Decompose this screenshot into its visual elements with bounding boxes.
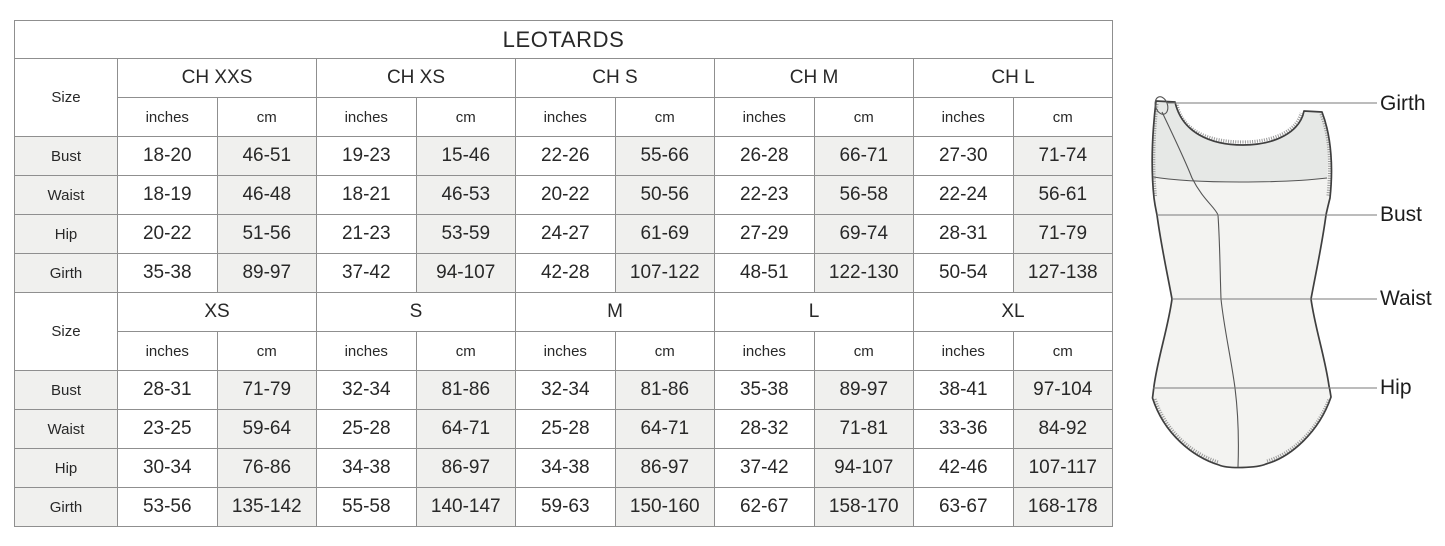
measure-value: 84-92 <box>1013 410 1113 449</box>
size-corner-label: Size <box>15 59 118 137</box>
measure-value: 94-107 <box>814 449 914 488</box>
measure-value: 18-21 <box>317 176 417 215</box>
measure-value: 107-122 <box>615 254 715 293</box>
unit-header: cm <box>1013 332 1113 371</box>
measure-value: 150-160 <box>615 488 715 527</box>
measure-value: 86-97 <box>615 449 715 488</box>
measure-value: 140-147 <box>416 488 516 527</box>
measure-row-label: Girth <box>15 254 118 293</box>
measure-value: 23-25 <box>118 410 218 449</box>
measure-value: 69-74 <box>814 215 914 254</box>
size-group-header: L <box>715 293 914 332</box>
size-group-header: XS <box>118 293 317 332</box>
measure-value: 59-64 <box>217 410 317 449</box>
measure-value: 20-22 <box>118 215 218 254</box>
measure-value: 50-54 <box>914 254 1014 293</box>
measure-value: 62-67 <box>715 488 815 527</box>
size-group-header: CH M <box>715 59 914 98</box>
size-group-header: CH XS <box>317 59 516 98</box>
unit-header: cm <box>615 332 715 371</box>
measure-value: 28-31 <box>118 371 218 410</box>
measure-value: 86-97 <box>416 449 516 488</box>
measure-value: 66-71 <box>814 137 914 176</box>
measure-value: 25-28 <box>317 410 417 449</box>
measure-value: 42-46 <box>914 449 1014 488</box>
measure-value: 53-56 <box>118 488 218 527</box>
measure-value: 27-29 <box>715 215 815 254</box>
measure-value: 34-38 <box>516 449 616 488</box>
measure-value: 122-130 <box>814 254 914 293</box>
measure-value: 63-67 <box>914 488 1014 527</box>
size-group-header: XL <box>914 293 1113 332</box>
unit-header: cm <box>1013 98 1113 137</box>
measure-value: 94-107 <box>416 254 516 293</box>
measure-row-label: Waist <box>15 176 118 215</box>
leotard-diagram <box>1125 60 1445 500</box>
measure-value: 26-28 <box>715 137 815 176</box>
measure-value: 46-53 <box>416 176 516 215</box>
measure-value: 22-26 <box>516 137 616 176</box>
measure-value: 55-58 <box>317 488 417 527</box>
measure-value: 71-79 <box>1013 215 1113 254</box>
diagram-label-waist: Waist <box>1380 287 1432 310</box>
unit-header: inches <box>317 98 417 137</box>
measure-row-label: Bust <box>15 371 118 410</box>
measure-value: 18-19 <box>118 176 218 215</box>
measure-value: 22-24 <box>914 176 1014 215</box>
unit-header: inches <box>715 98 815 137</box>
measure-value: 59-63 <box>516 488 616 527</box>
diagram-label-girth: Girth <box>1380 92 1426 115</box>
unit-header: cm <box>217 332 317 371</box>
measure-value: 48-51 <box>715 254 815 293</box>
size-group-header: CH L <box>914 59 1113 98</box>
measure-value: 28-32 <box>715 410 815 449</box>
leotards-size-table <box>14 20 1113 527</box>
measure-value: 25-28 <box>516 410 616 449</box>
measure-value: 64-71 <box>416 410 516 449</box>
measure-value: 61-69 <box>615 215 715 254</box>
unit-header: cm <box>217 98 317 137</box>
measure-value: 97-104 <box>1013 371 1113 410</box>
table-row <box>15 176 1113 215</box>
measure-value: 53-59 <box>416 215 516 254</box>
measure-row-label: Waist <box>15 410 118 449</box>
measure-value: 127-138 <box>1013 254 1113 293</box>
size-group-header: CH S <box>516 59 715 98</box>
size-group-header: M <box>516 293 715 332</box>
unit-header: inches <box>118 332 218 371</box>
unit-header: cm <box>416 98 516 137</box>
measure-value: 135-142 <box>217 488 317 527</box>
size-corner-label: Size <box>15 293 118 371</box>
measure-value: 107-117 <box>1013 449 1113 488</box>
measure-value: 24-27 <box>516 215 616 254</box>
measure-row-label: Hip <box>15 215 118 254</box>
measure-value: 55-66 <box>615 137 715 176</box>
unit-header: inches <box>118 98 218 137</box>
measure-value: 34-38 <box>317 449 417 488</box>
table-row <box>15 254 1113 293</box>
measure-value: 32-34 <box>516 371 616 410</box>
measure-value: 71-81 <box>814 410 914 449</box>
measure-value: 28-31 <box>914 215 1014 254</box>
measure-row-label: Hip <box>15 449 118 488</box>
measure-value: 81-86 <box>416 371 516 410</box>
measure-value: 38-41 <box>914 371 1014 410</box>
unit-header: inches <box>914 332 1014 371</box>
measure-value: 20-22 <box>516 176 616 215</box>
measure-value: 81-86 <box>615 371 715 410</box>
unit-header: inches <box>317 332 417 371</box>
measure-row-label: Bust <box>15 137 118 176</box>
measure-value: 18-20 <box>118 137 218 176</box>
unit-header: inches <box>516 332 616 371</box>
measure-value: 37-42 <box>317 254 417 293</box>
unit-header: cm <box>615 98 715 137</box>
measure-value: 22-23 <box>715 176 815 215</box>
measure-value: 56-61 <box>1013 176 1113 215</box>
table-row <box>15 488 1113 527</box>
measure-value: 71-79 <box>217 371 317 410</box>
table-title: LEOTARDS <box>15 21 1113 59</box>
unit-header: inches <box>914 98 1014 137</box>
measure-row-label: Girth <box>15 488 118 527</box>
unit-header: inches <box>516 98 616 137</box>
measure-value: 46-48 <box>217 176 317 215</box>
table-row <box>15 215 1113 254</box>
measure-value: 15-46 <box>416 137 516 176</box>
unit-header: cm <box>416 332 516 371</box>
measure-value: 33-36 <box>914 410 1014 449</box>
measure-value: 19-23 <box>317 137 417 176</box>
measure-value: 56-58 <box>814 176 914 215</box>
measure-value: 64-71 <box>615 410 715 449</box>
measure-value: 30-34 <box>118 449 218 488</box>
size-group-header: CH XXS <box>118 59 317 98</box>
table-row <box>15 137 1113 176</box>
measure-value: 89-97 <box>814 371 914 410</box>
measure-value: 21-23 <box>317 215 417 254</box>
diagram-label-hip: Hip <box>1380 376 1412 399</box>
unit-header: cm <box>814 332 914 371</box>
measure-value: 46-51 <box>217 137 317 176</box>
size-group-header: S <box>317 293 516 332</box>
measure-value: 71-74 <box>1013 137 1113 176</box>
measure-value: 35-38 <box>715 371 815 410</box>
table-row <box>15 410 1113 449</box>
measure-value: 37-42 <box>715 449 815 488</box>
unit-header: inches <box>715 332 815 371</box>
table-row <box>15 371 1113 410</box>
unit-header: cm <box>814 98 914 137</box>
leotard-illustration <box>1125 60 1445 500</box>
measure-value: 27-30 <box>914 137 1014 176</box>
measure-value: 32-34 <box>317 371 417 410</box>
measure-value: 42-28 <box>516 254 616 293</box>
diagram-label-bust: Bust <box>1380 203 1423 226</box>
measure-value: 76-86 <box>217 449 317 488</box>
measure-value: 35-38 <box>118 254 218 293</box>
measure-value: 89-97 <box>217 254 317 293</box>
measure-value: 51-56 <box>217 215 317 254</box>
measure-value: 50-56 <box>615 176 715 215</box>
table-row <box>15 449 1113 488</box>
measure-value: 168-178 <box>1013 488 1113 527</box>
measure-value: 158-170 <box>814 488 914 527</box>
